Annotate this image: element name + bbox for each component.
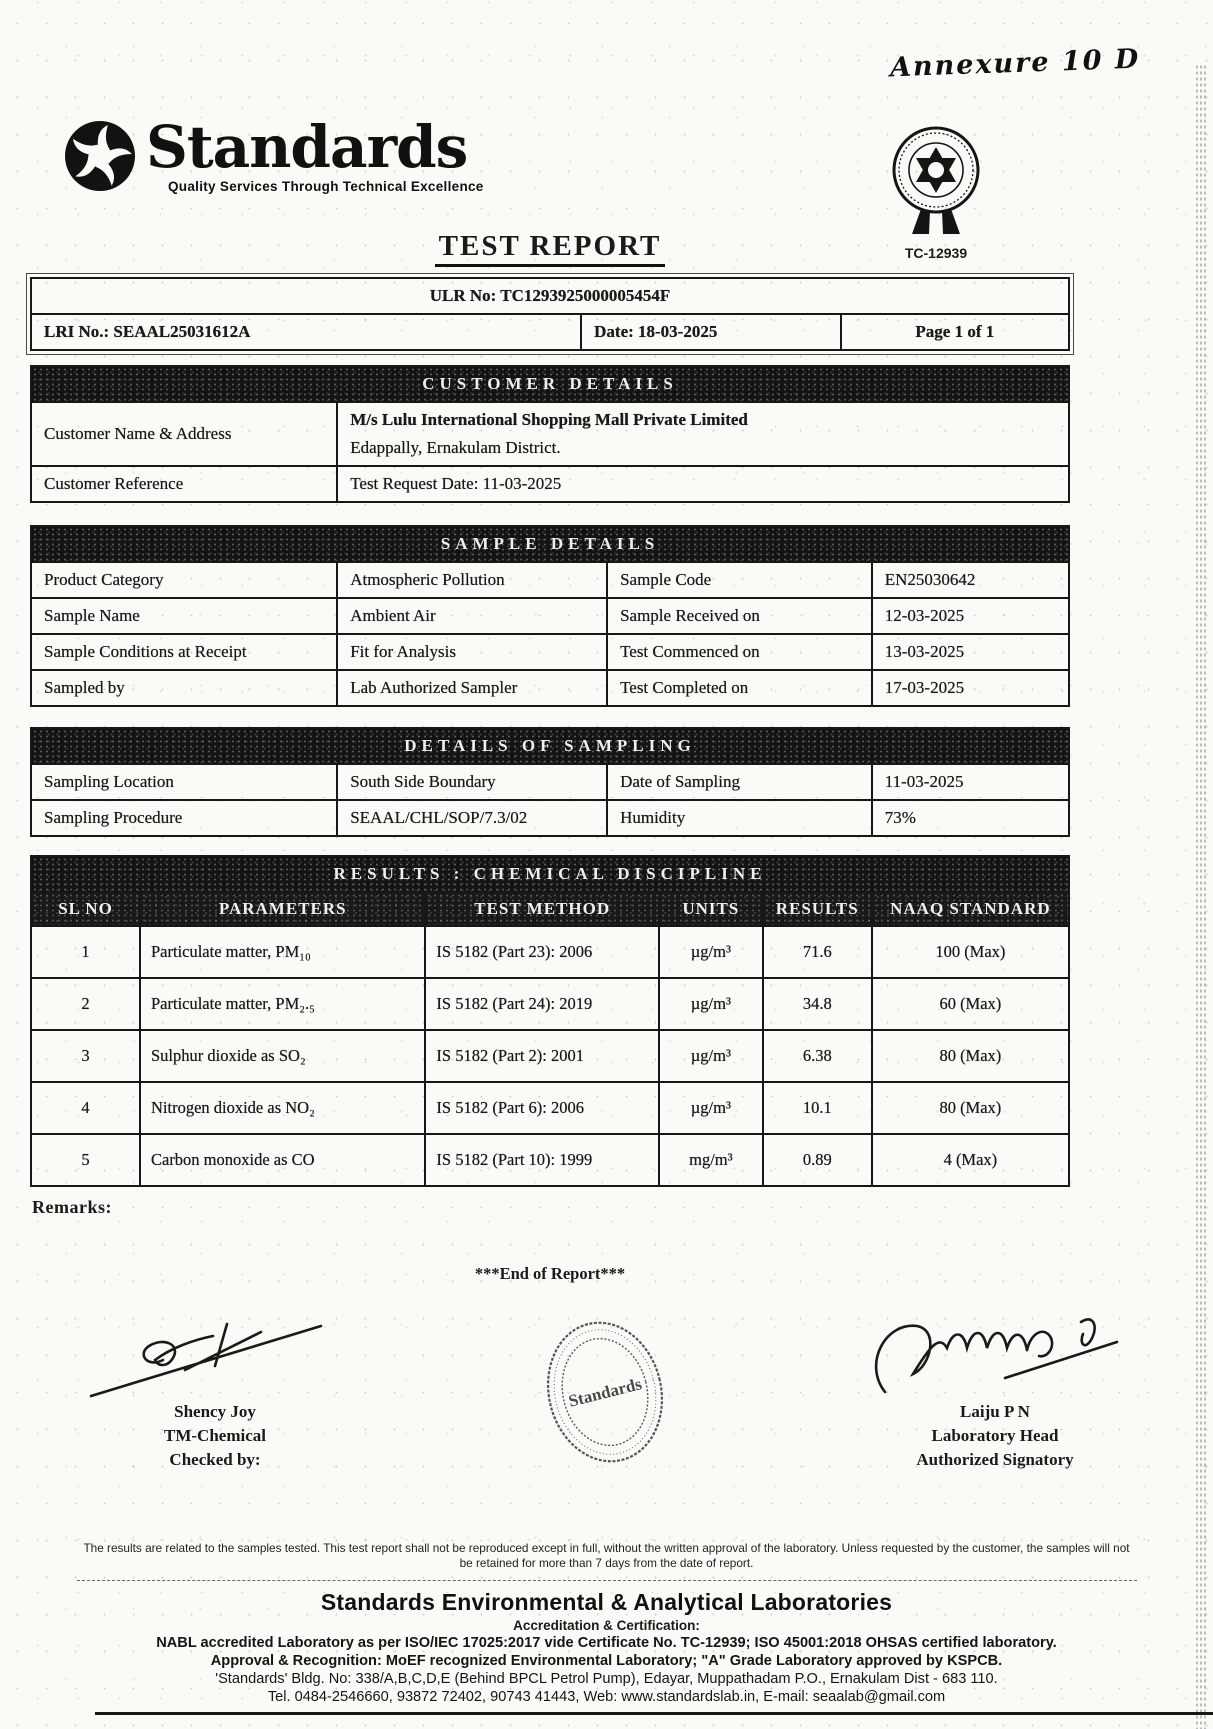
customer-details-table <box>30 365 1070 503</box>
sl-no: 1 <box>31 926 140 978</box>
result-row-pm25 <box>31 978 1069 1030</box>
table-row <box>31 800 1069 836</box>
humidity-value: 73% <box>872 800 1069 836</box>
col-results: RESULTS <box>763 892 872 926</box>
signatory-name: Shency Joy <box>174 1402 256 1421</box>
sample-details-table <box>30 525 1070 707</box>
sl-no: 5 <box>31 1134 140 1186</box>
test-commenced-label: Test Commenced on <box>607 634 872 670</box>
footer-approval-line: Approval & Recognition: MoEF recognized Environmental Laboratory; "A" Grade Laboratory approved by KSPCB. <box>210 1653 1003 1669</box>
test-commenced-value: 13-03-2025 <box>872 634 1069 670</box>
parameter: Sulphur dioxide as SO₂ <box>140 1030 425 1082</box>
parameter: Particulate matter, PM₂.₅ <box>140 978 425 1030</box>
logo-tagline: Quality Services Through Technical Excellence <box>168 179 484 194</box>
table-row <box>31 402 1069 466</box>
lab-round-seal <box>495 1312 715 1472</box>
col-sl-no: SL NO <box>31 892 140 926</box>
result-value: 34.8 <box>763 978 872 1030</box>
checked-by-signature <box>85 1308 345 1400</box>
test-method: IS 5182 (Part 24): 2019 <box>425 978 659 1030</box>
checked-by-block <box>50 1308 380 1472</box>
signature-row <box>50 1300 1160 1472</box>
sample-received-label: Sample Received on <box>607 598 872 634</box>
parameter: Nitrogen dioxide as NO₂ <box>140 1082 425 1134</box>
sl-no: 4 <box>31 1082 140 1134</box>
unit: µg/m³ <box>659 926 763 978</box>
naaq-standard: 80 (Max) <box>872 1030 1069 1082</box>
pinwheel-logo-icon <box>62 118 138 194</box>
footer-company-name: Standards Environmental & Analytical Laboratories <box>320 1589 893 1615</box>
standards-logo <box>62 113 1213 194</box>
footer-contact-line: Tel. 0484-2546660, 93872 72402, 90743 41443, Web: www.standardslab.in, E-mail: seaalab@gmail.com <box>267 1689 946 1705</box>
handwritten-annotation: Annexure 10 D <box>889 43 1141 84</box>
customer-address: Edappally, Ernakulam District. <box>350 438 561 457</box>
parameter: Carbon monoxide as CO <box>140 1134 425 1186</box>
table-row <box>31 466 1069 502</box>
test-method: IS 5182 (Part 6): 2006 <box>425 1082 659 1134</box>
customer-company: M/s Lulu International Shopping Mall Private Limited <box>350 410 748 429</box>
naaq-standard: 4 (Max) <box>872 1134 1069 1186</box>
sample-code-value: EN25030642 <box>872 562 1069 598</box>
sample-conditions-value: Fit for Analysis <box>337 634 607 670</box>
report-id-table <box>30 277 1070 351</box>
result-value: 71.6 <box>763 926 872 978</box>
authorized-signature <box>855 1300 1135 1400</box>
test-method: IS 5182 (Part 2): 2001 <box>425 1030 659 1082</box>
table-row <box>31 670 1069 706</box>
signatory-role: Laboratory Head <box>931 1426 1059 1445</box>
sample-received-value: 12-03-2025 <box>872 598 1069 634</box>
sampling-date-value: 11-03-2025 <box>872 764 1069 800</box>
test-completed-label: Test Completed on <box>607 670 872 706</box>
sampling-location-value: South Side Boundary <box>337 764 607 800</box>
signatory-sub: Checked by: <box>169 1450 261 1469</box>
result-row-co <box>31 1134 1069 1186</box>
authorized-signatory-block <box>830 1300 1160 1472</box>
customer-details-heading: CUSTOMER DETAILS <box>31 366 1069 402</box>
table-row <box>31 634 1069 670</box>
unit: mg/m³ <box>659 1134 763 1186</box>
naaq-standard: 100 (Max) <box>872 926 1069 978</box>
table-row <box>31 598 1069 634</box>
bottom-rule <box>95 1712 1213 1715</box>
result-value: 10.1 <box>763 1082 872 1134</box>
test-method: IS 5182 (Part 23): 2006 <box>425 926 659 978</box>
footer-address-line: 'Standards' Bldg. No: 338/A,B,C,D,E (Behind BPCL Petrol Pump), Edayar, Muppathadam P.O., Ernakulam Dist - 683 110. <box>215 1671 998 1687</box>
nabl-certificate-number: TC-12939 <box>904 245 968 261</box>
col-units: UNITS <box>659 892 763 926</box>
result-row-no2 <box>31 1082 1069 1134</box>
results-header-row <box>31 892 1069 926</box>
table-row <box>31 764 1069 800</box>
product-category-value: Atmospheric Pollution <box>337 562 607 598</box>
unit: µg/m³ <box>659 1030 763 1082</box>
sl-no: 3 <box>31 1030 140 1082</box>
sampling-location-label: Sampling Location <box>31 764 337 800</box>
sampled-by-label: Sampled by <box>31 670 337 706</box>
sampling-details-heading: DETAILS OF SAMPLING <box>31 728 1069 764</box>
sampling-details-table <box>30 727 1070 837</box>
naaq-standard: 60 (Max) <box>872 978 1069 1030</box>
customer-reference-label: Customer Reference <box>31 466 337 502</box>
test-method: IS 5182 (Part 10): 1999 <box>425 1134 659 1186</box>
ulr-number: ULR No: TC1293925000005454F <box>31 278 1069 314</box>
customer-name-value <box>337 402 1069 466</box>
logo-wordmark: Standards <box>146 113 468 181</box>
naaq-standard: 80 (Max) <box>872 1082 1069 1134</box>
sampling-date-label: Date of Sampling <box>607 764 872 800</box>
product-category-label: Product Category <box>31 562 337 598</box>
results-table <box>30 855 1070 1187</box>
signatory-role: TM-Chemical <box>164 1426 266 1445</box>
results-heading: RESULTS : CHEMICAL DISCIPLINE <box>31 856 1069 892</box>
sample-name-label: Sample Name <box>31 598 337 634</box>
nabl-seal-icon <box>874 126 998 238</box>
round-seal-text: Standards <box>566 1374 644 1411</box>
remarks-label: Remarks: <box>32 1197 112 1217</box>
sampling-procedure-label: Sampling Procedure <box>31 800 337 836</box>
parameter: Particulate matter, PM₁₀ <box>140 926 425 978</box>
result-value: 6.38 <box>763 1030 872 1082</box>
scan-edge-artifact <box>1195 64 1207 1729</box>
customer-name-label: Customer Name & Address <box>31 402 337 466</box>
footer-accreditation-label: Accreditation & Certification: <box>513 1618 700 1633</box>
result-row-pm10 <box>31 926 1069 978</box>
sampling-procedure-value: SEAAL/CHL/SOP/7.3/02 <box>337 800 607 836</box>
test-completed-value: 17-03-2025 <box>872 670 1069 706</box>
unit: µg/m³ <box>659 978 763 1030</box>
customer-reference-value: Test Request Date: 11-03-2025 <box>337 466 1069 502</box>
col-parameters: PARAMETERS <box>140 892 425 926</box>
lri-number: LRI No.: SEAAL25031612A <box>31 314 581 350</box>
sample-name-value: Ambient Air <box>337 598 607 634</box>
page-count: Page 1 of 1 <box>841 314 1069 350</box>
page-title: TEST REPORT <box>30 230 1070 263</box>
standards-round-seal-icon <box>525 1312 685 1472</box>
col-naaq-standard: NAAQ STANDARD <box>872 892 1069 926</box>
sampled-by-value: Lab Authorized Sampler <box>337 670 607 706</box>
humidity-label: Humidity <box>607 800 872 836</box>
result-value: 0.89 <box>763 1134 872 1186</box>
nabl-accreditation-seal <box>874 126 998 261</box>
signatory-sub: Authorized Signatory <box>916 1450 1074 1469</box>
sample-conditions-label: Sample Conditions at Receipt <box>31 634 337 670</box>
sample-code-label: Sample Code <box>607 562 872 598</box>
report-date: Date: 18-03-2025 <box>581 314 841 350</box>
sample-details-heading: SAMPLE DETAILS <box>31 526 1069 562</box>
table-row <box>31 562 1069 598</box>
footer-disclaimer: The results are related to the samples tested. This test report shall not be reproduced except in full, without the written approval of the laboratory. Unless requested by the customer, the samples will not be retained for more than 7 days from the date of report. <box>77 1541 1137 1581</box>
unit: µg/m³ <box>659 1082 763 1134</box>
end-of-report: ***End of Report*** <box>474 1264 626 1283</box>
col-test-method: TEST METHOD <box>425 892 659 926</box>
signatory-name: Laiju P N <box>960 1402 1030 1421</box>
result-row-so2 <box>31 1030 1069 1082</box>
footer <box>20 1541 1193 1705</box>
sl-no: 2 <box>31 978 140 1030</box>
footer-nabl-line: NABL accredited Laboratory as per ISO/IEC 17025:2017 vide Certificate No. TC-12939; ISO 45001:2018 OHSAS certified laboratory. <box>156 1635 1057 1651</box>
